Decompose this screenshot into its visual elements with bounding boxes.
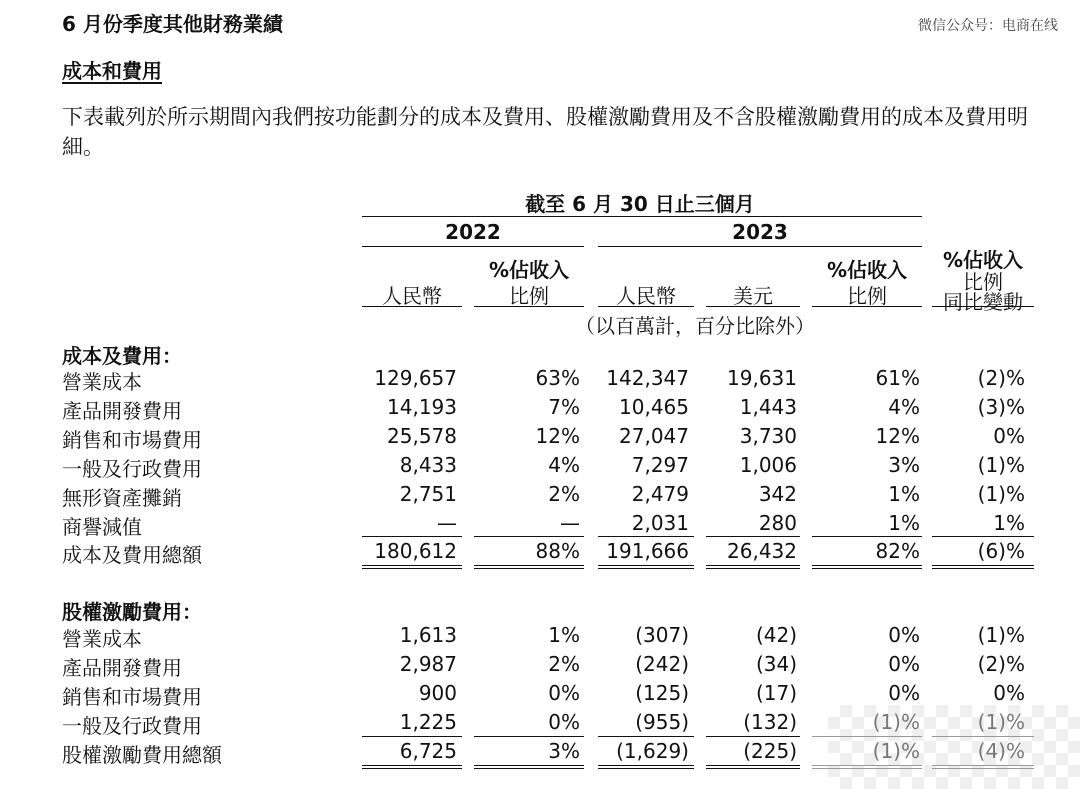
table-row	[0, 710, 1080, 738]
cell-rmb-2023: (242)	[635, 652, 689, 676]
subtotal-rule	[706, 736, 800, 737]
total-double-rule	[598, 565, 694, 569]
cell-rmb-2022: 2,987	[399, 652, 457, 676]
col-rule-1	[362, 306, 462, 307]
cell-rmb-2023: 2,479	[631, 482, 689, 506]
col-header-pct-2022-l1: %佔收入	[488, 258, 570, 282]
cell-pct-2023: (1)%	[872, 739, 920, 763]
cell-usd-2023: (225)	[743, 739, 797, 763]
col-rule-4	[706, 306, 800, 307]
cell-usd-2023: (34)	[755, 652, 797, 676]
total-double-rule	[932, 765, 1034, 769]
cell-pct-2023: 1%	[888, 511, 920, 535]
total-double-rule	[706, 765, 800, 769]
col-header-pct-2022-l2: 比例	[509, 284, 549, 308]
watermark: 微信公众号：电商在线	[918, 18, 1058, 34]
total-double-rule	[362, 565, 462, 569]
row-label: 營業成本	[62, 627, 142, 651]
total-double-rule	[932, 565, 1034, 569]
cell-rmb-2022: 900	[418, 681, 457, 705]
cell-pct-2022: 7%	[548, 395, 580, 419]
section-heading-sbc: 股權激勵費用：	[62, 600, 202, 624]
table-row	[0, 424, 1080, 452]
col-header-rmb-2022: 人民幣	[382, 284, 442, 308]
cell-change: (6)%	[977, 539, 1025, 563]
total-double-rule	[362, 765, 462, 769]
year-2023-rule	[598, 246, 922, 247]
cell-change: 0%	[993, 681, 1025, 705]
cell-pct-2023: 0%	[888, 681, 920, 705]
cell-rmb-2023: 7,297	[631, 453, 689, 477]
table-row	[0, 482, 1080, 510]
cell-usd-2023: 342	[758, 482, 797, 506]
cell-rmb-2023: (955)	[635, 710, 689, 734]
row-label: 無形資產攤銷	[62, 486, 182, 510]
row-label: 產品開發費用	[62, 656, 182, 680]
cell-change: 1%	[993, 511, 1025, 535]
cell-rmb-2023: 10,465	[619, 395, 689, 419]
intro-paragraph: 下表載列於所示期間內我們按功能劃分的成本及費用、股權激勵費用及不含股權激勵費用的成本及費用明細。	[62, 105, 1028, 159]
table-row	[0, 395, 1080, 423]
section-title: 成本和費用	[62, 59, 162, 83]
subtotal-rule	[812, 736, 922, 737]
total-row	[0, 539, 1080, 567]
cell-usd-2023: (132)	[743, 710, 797, 734]
cell-usd-2023: 280	[758, 511, 797, 535]
cell-pct-2022: 0%	[548, 681, 580, 705]
col-header-change-l1: %佔收入	[942, 248, 1024, 272]
period-header: 截至 6 月 30 日止三個月	[525, 192, 755, 216]
cell-pct-2022: 2%	[548, 482, 580, 506]
cell-pct-2022: 63%	[535, 366, 580, 390]
cell-usd-2023: 26,432	[727, 539, 797, 563]
cell-change: (1)%	[977, 453, 1025, 477]
table-row	[0, 366, 1080, 394]
cell-rmb-2023: 142,347	[606, 366, 689, 390]
section-heading-costs: 成本及費用：	[62, 344, 182, 368]
cell-rmb-2023: (125)	[635, 681, 689, 705]
cell-pct-2022: 0%	[548, 710, 580, 734]
total-double-rule	[812, 565, 922, 569]
cell-pct-2022: 3%	[548, 739, 580, 763]
cell-change: (2)%	[977, 652, 1025, 676]
subtotal-rule	[932, 736, 1034, 737]
total-double-rule	[812, 765, 922, 769]
total-double-rule	[474, 765, 584, 769]
cell-rmb-2022: 1,613	[399, 623, 457, 647]
row-label: 產品開發費用	[62, 399, 182, 423]
cell-rmb-2022: 6,725	[399, 739, 457, 763]
cell-pct-2022: —	[560, 511, 580, 535]
cell-pct-2022: 4%	[548, 453, 580, 477]
cell-change: 0%	[993, 424, 1025, 448]
cell-rmb-2023: (1,629)	[616, 739, 689, 763]
cell-pct-2023: 1%	[888, 482, 920, 506]
row-label: 一般及行政費用	[62, 457, 202, 481]
subtotal-rule	[474, 736, 584, 737]
table-row	[0, 453, 1080, 481]
subtotal-rule	[932, 536, 1034, 537]
row-label: 成本及費用總額	[62, 543, 202, 567]
period-rule	[362, 216, 922, 217]
page-title: 6 月份季度其他財務業績	[62, 12, 283, 36]
cell-change: (1)%	[977, 710, 1025, 734]
cell-usd-2023: 3,730	[739, 424, 797, 448]
subtotal-rule	[598, 736, 694, 737]
cell-usd-2023: 1,006	[739, 453, 797, 477]
cell-rmb-2022: 14,193	[387, 395, 457, 419]
row-label: 股權激勵費用總額	[62, 743, 222, 767]
year-2022-header: 2022	[445, 220, 501, 244]
cell-pct-2023: 82%	[875, 539, 920, 563]
cell-rmb-2022: 8,433	[399, 453, 457, 477]
col-header-rmb-2023: 人民幣	[616, 284, 676, 308]
cell-rmb-2022: 2,751	[399, 482, 457, 506]
col-header-change-l2: 比例	[963, 270, 1003, 294]
col-rule-2	[474, 306, 584, 307]
cell-rmb-2022: 1,225	[399, 710, 457, 734]
cell-usd-2023: (17)	[755, 681, 797, 705]
year-2023-header: 2023	[732, 220, 788, 244]
row-label: 銷售和市場費用	[62, 685, 202, 709]
subtotal-rule	[474, 536, 584, 537]
cell-rmb-2022: —	[437, 511, 457, 535]
cell-pct-2023: 0%	[888, 623, 920, 647]
year-2022-rule	[362, 246, 584, 247]
cell-rmb-2023: (307)	[635, 623, 689, 647]
subtotal-rule	[598, 536, 694, 537]
cell-pct-2023: 3%	[888, 453, 920, 477]
total-double-rule	[474, 565, 584, 569]
cell-rmb-2023: 2,031	[631, 511, 689, 535]
cell-rmb-2022: 25,578	[387, 424, 457, 448]
cell-pct-2023: (1)%	[872, 710, 920, 734]
cell-rmb-2023: 191,666	[606, 539, 689, 563]
col-rule-5	[812, 306, 922, 307]
cell-rmb-2023: 27,047	[619, 424, 689, 448]
cell-pct-2022: 2%	[548, 652, 580, 676]
col-header-pct-2023-l2: 比例	[847, 284, 887, 308]
row-label: 商譽減值	[62, 515, 142, 539]
cell-pct-2022: 12%	[535, 424, 580, 448]
cell-usd-2023: 1,443	[739, 395, 797, 419]
cell-usd-2023: 19,631	[727, 366, 797, 390]
col-header-usd-2023: 美元	[733, 284, 773, 308]
cell-pct-2023: 12%	[875, 424, 920, 448]
cell-rmb-2022: 129,657	[374, 366, 457, 390]
col-rule-6	[932, 306, 1034, 307]
cell-rmb-2022: 180,612	[374, 539, 457, 563]
total-double-rule	[706, 565, 800, 569]
table-row	[0, 623, 1080, 651]
subtotal-rule	[362, 736, 462, 737]
cell-change: (1)%	[977, 482, 1025, 506]
cell-usd-2023: (42)	[755, 623, 797, 647]
cell-pct-2022: 88%	[535, 539, 580, 563]
total-double-rule	[598, 765, 694, 769]
units-note: （以百萬計，百分比除外）	[575, 314, 815, 338]
row-label: 銷售和市場費用	[62, 428, 202, 452]
subtotal-rule	[812, 536, 922, 537]
col-header-change-l3: 同比變動	[943, 290, 1023, 314]
subtotal-rule	[706, 536, 800, 537]
col-rule-3	[598, 306, 694, 307]
row-label: 營業成本	[62, 370, 142, 394]
cell-change: (4)%	[977, 739, 1025, 763]
row-label: 一般及行政費用	[62, 714, 202, 738]
cell-change: (3)%	[977, 395, 1025, 419]
cell-pct-2022: 1%	[548, 623, 580, 647]
cell-change: (1)%	[977, 623, 1025, 647]
cell-pct-2023: 0%	[888, 652, 920, 676]
total-row	[0, 739, 1080, 767]
col-header-pct-2023-l1: %佔收入	[826, 258, 908, 282]
cell-pct-2023: 61%	[875, 366, 920, 390]
cell-pct-2023: 4%	[888, 395, 920, 419]
cell-change: (2)%	[977, 366, 1025, 390]
table-row	[0, 652, 1080, 680]
table-row	[0, 511, 1080, 539]
subtotal-rule	[362, 536, 462, 537]
